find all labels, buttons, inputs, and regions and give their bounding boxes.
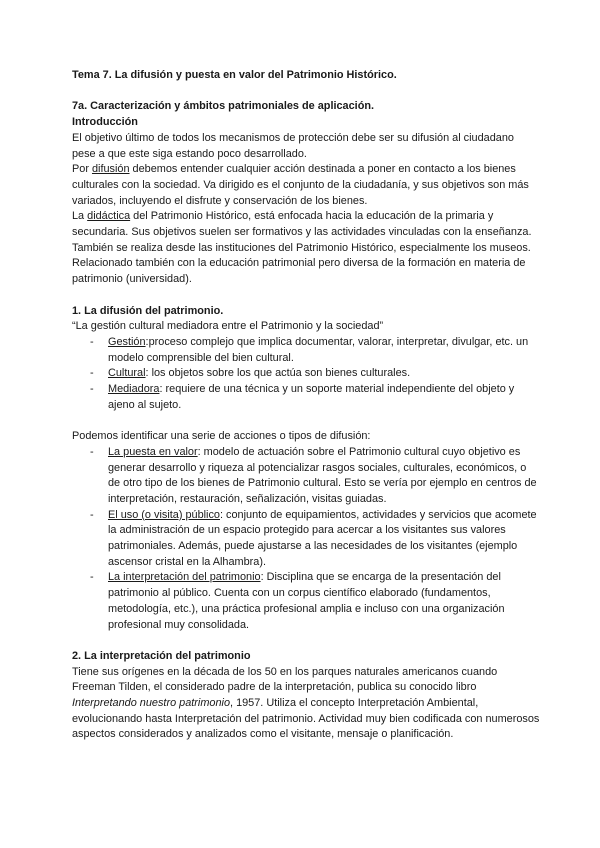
- list-item: [108, 508, 540, 571]
- list-item-text: : conjunto de equipamientos, actividades y servicios que acomete la administración de un espacio protegido para acercar a los visitantes sus valores patrimoniales. Además, puede ajustarse a las necesidades de los visitantes (ejemplo ascensor cristal en la Alhambra).: [108, 508, 537, 568]
- book-title: Interpretando nuestro patrimonio: [72, 697, 231, 710]
- intro-paragraph-3: [72, 209, 540, 288]
- document-title: Tema 7. La difusión y puesta en valor del Patrimonio Histórico.: [72, 69, 397, 81]
- list-item-text: :proceso complejo que implica documentar, valorar, interpretar, divulgar, etc. un modelo comprensible del bien cultural.: [108, 335, 529, 364]
- p2-before: Por: [72, 163, 92, 176]
- section-1-quote: “La gestión cultural mediadora entre el Patrimonio y la sociedad”: [72, 320, 384, 333]
- section-2-heading: 2. La interpretación del patrimonio: [72, 649, 251, 662]
- definition-list: [72, 335, 540, 414]
- s2-after: , 1957. Utiliza el concepto Interpretación Ambiental, evolucionando hasta Interpretación del patrimonio. Actividad muy bien codificada con numerosos aspectos considerados y analizados como el visitante, mensaje o planificación.: [72, 697, 540, 741]
- list-item-term: Mediadora: [108, 383, 160, 396]
- intro-subheading: Introducción: [72, 116, 138, 129]
- list-item-text: : los objetos sobre los que actúa son bienes culturales.: [145, 367, 411, 380]
- list-item: [108, 445, 540, 508]
- list-item-text: : modelo de actuación sobre el Patrimonio cultural cuyo objetivo es generar desarrollo y riqueza al potencializar rasgos sociales, culturales, económicos, o de otro tipo de los bienes de Patrimonio cultural. Esto se vería por ejemplo en centros de interpretación, restauración, señalización, visitas guiadas.: [108, 445, 537, 505]
- document-page: [72, 68, 540, 743]
- actions-list: [72, 445, 540, 633]
- list-item-text: : Disciplina que se encarga de la presentación del patrimonio al público. Cuenta con un corpus científico elaborado (fundamentos, metodología, etc.), una práctica profesional amplia e incluso con una organización profesional muy consolidada.: [108, 571, 505, 631]
- p3-after: del Patrimonio Histórico, está enfocada hacia la educación de la primaria y secundaria. Sus objetivos suelen ser formativos y las actividades vinculadas con la enseñanza. También se realiza desde las instituciones del Patrimonio Histórico, especialmente los museos. Relacionado también con la educación patrimonial pero diversa de la formación en materia de patrimonio (universidad).: [72, 210, 532, 286]
- list-item: [108, 366, 540, 382]
- list-item: [108, 570, 540, 633]
- term-difusion: difusión: [91, 163, 130, 176]
- intro-paragraph-2: [72, 162, 540, 209]
- p3-before: La: [72, 210, 88, 223]
- section-1-heading: 1. La difusión del patrimonio.: [72, 304, 224, 317]
- list-item: [108, 335, 540, 366]
- list-item-term: Gestión: [108, 335, 146, 348]
- intro-paragraph-1: El objetivo último de todos los mecanismos de protección debe ser su difusión al ciudadano pese a que este siga estando poco desarrollado.: [72, 131, 514, 160]
- list-item-term: Cultural: [108, 367, 146, 380]
- s2-before: Tiene sus orígenes en la década de los 50 en los parques naturales americanos cuando Freeman Tilden, el considerado padre de la interpretación, publica su conocido libro: [72, 665, 498, 694]
- section-2-paragraph: [72, 665, 540, 744]
- actions-intro: Podemos identificar una serie de acciones o tipos de difusión:: [72, 430, 371, 443]
- p2-after: debemos entender cualquier acción destinada a poner en contacto a los bienes culturales con la sociedad. Va dirigido es el conjunto de la ciudadanía, y sus objetivos son más variados, incluyendo el disfrute y conservación de los bienes.: [72, 163, 529, 207]
- term-didactica: didáctica: [87, 210, 131, 223]
- list-item-term: La interpretación del patrimonio: [108, 571, 261, 584]
- list-item-term: El uso (o visita) público: [108, 508, 220, 521]
- list-item: [108, 382, 540, 413]
- section-7a-heading: 7a. Caracterización y ámbitos patrimoniales de aplicación.: [72, 100, 375, 113]
- list-item-term: La puesta en valor: [108, 445, 198, 458]
- list-item-text: : requiere de una técnica y un soporte material independiente del objeto y ajeno al sujeto.: [108, 383, 515, 411]
